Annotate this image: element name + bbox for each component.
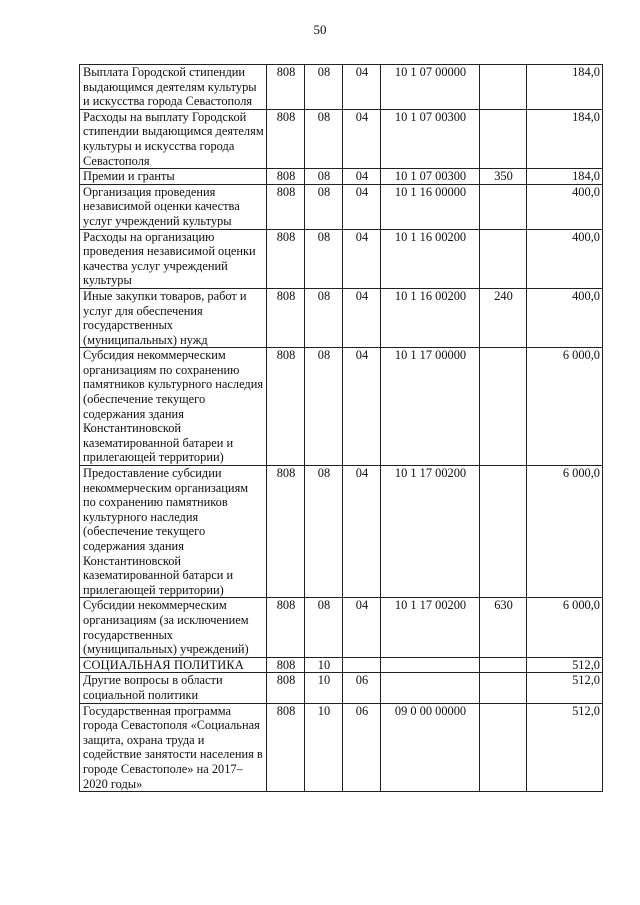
target-article-cell: 10 1 17 00000 — [381, 348, 480, 466]
amount-cell: 512,0 — [527, 703, 603, 792]
section-code-cell: 10 — [305, 673, 343, 703]
target-article-cell — [381, 657, 480, 673]
row-name-cell: Организация проведения независимой оценки качества услуг учреждений культуры — [80, 184, 267, 229]
section-code-cell: 08 — [305, 466, 343, 598]
amount-cell: 6 000,0 — [527, 598, 603, 657]
subsection-code-cell: 04 — [343, 184, 381, 229]
page-number: 50 — [313, 22, 327, 37]
row-name-cell: Иные закупки товаров, работ и услуг для обеспечения государственных (муниципальных) нужд — [80, 288, 267, 347]
table-row — [80, 703, 603, 792]
target-article-cell — [381, 673, 480, 703]
table-row — [80, 673, 603, 703]
budget-table-body — [80, 65, 603, 792]
expense-type-cell: 240 — [480, 288, 527, 347]
ved-code-cell: 808 — [267, 65, 305, 110]
expense-type-cell — [480, 229, 527, 288]
row-name-cell: Расходы на выплату Городской стипендии выдающимся деятелям культуры и искусства города Севастополя — [80, 109, 267, 168]
section-code-cell: 08 — [305, 184, 343, 229]
section-code-cell: 08 — [305, 169, 343, 185]
expense-type-cell — [480, 184, 527, 229]
amount-cell: 6 000,0 — [527, 466, 603, 598]
row-name-cell: Субсидия некоммерческим организациям по сохранению памятников культурного наследия (обеспечение текущего содержания здания Константиновской казематированной батареи и прилегающей территории) — [80, 348, 267, 466]
section-code-cell: 08 — [305, 65, 343, 110]
target-article-cell: 10 1 16 00200 — [381, 288, 480, 347]
ved-code-cell: 808 — [267, 598, 305, 657]
subsection-code-cell: 06 — [343, 673, 381, 703]
target-article-cell: 10 1 16 00200 — [381, 229, 480, 288]
table-row — [80, 598, 603, 657]
target-article-cell: 09 0 00 00000 — [381, 703, 480, 792]
amount-cell: 184,0 — [527, 65, 603, 110]
target-article-cell: 10 1 16 00000 — [381, 184, 480, 229]
row-name-cell: Премии и гранты — [80, 169, 267, 185]
budget-table — [79, 64, 603, 792]
ved-code-cell: 808 — [267, 288, 305, 347]
subsection-code-cell: 04 — [343, 169, 381, 185]
ved-code-cell: 808 — [267, 109, 305, 168]
expense-type-cell — [480, 109, 527, 168]
target-article-cell: 10 1 17 00200 — [381, 466, 480, 598]
ved-code-cell: 808 — [267, 229, 305, 288]
row-name-cell: Выплата Городской стипендии выдающимся деятелям культуры и искусства города Севастополя — [80, 65, 267, 110]
table-row — [80, 288, 603, 347]
row-name-cell: Предоставление субсидии некоммерческим организациям по сохранению памятников культурного наследия (обеспечение текущего содержания здания Константиновской казематированной батарси и прилегающей территории) — [80, 466, 267, 598]
subsection-code-cell: 04 — [343, 229, 381, 288]
amount-cell: 400,0 — [527, 288, 603, 347]
amount-cell: 400,0 — [527, 229, 603, 288]
target-article-cell: 10 1 17 00200 — [381, 598, 480, 657]
ved-code-cell: 808 — [267, 466, 305, 598]
ved-code-cell: 808 — [267, 657, 305, 673]
subsection-code-cell — [343, 657, 381, 673]
ved-code-cell: 808 — [267, 348, 305, 466]
row-name-cell: Другие вопросы в области социальной политики — [80, 673, 267, 703]
table-row — [80, 184, 603, 229]
amount-cell: 184,0 — [527, 109, 603, 168]
amount-cell: 512,0 — [527, 657, 603, 673]
section-code-cell: 08 — [305, 348, 343, 466]
table-row — [80, 229, 603, 288]
amount-cell: 400,0 — [527, 184, 603, 229]
amount-cell: 184,0 — [527, 169, 603, 185]
section-code-cell: 10 — [305, 657, 343, 673]
subsection-code-cell: 06 — [343, 703, 381, 792]
section-code-cell: 08 — [305, 288, 343, 347]
subsection-code-cell: 04 — [343, 348, 381, 466]
section-code-cell: 08 — [305, 109, 343, 168]
table-row — [80, 348, 603, 466]
subsection-code-cell: 04 — [343, 598, 381, 657]
section-code-cell: 08 — [305, 598, 343, 657]
target-article-cell: 10 1 07 00000 — [381, 65, 480, 110]
expense-type-cell — [480, 673, 527, 703]
expense-type-cell — [480, 657, 527, 673]
section-code-cell: 08 — [305, 229, 343, 288]
target-article-cell: 10 1 07 00300 — [381, 109, 480, 168]
table-row — [80, 109, 603, 168]
subsection-code-cell: 04 — [343, 288, 381, 347]
section-code-cell: 10 — [305, 703, 343, 792]
amount-cell: 512,0 — [527, 673, 603, 703]
row-name-cell: Государственная программа города Севастополя «Социальная защита, охрана труда и содействие занятости населения в городе Севастополе» на 2017–2020 годы» — [80, 703, 267, 792]
expense-type-cell — [480, 466, 527, 598]
amount-cell: 6 000,0 — [527, 348, 603, 466]
row-name-cell: СОЦИАЛЬНАЯ ПОЛИТИКА — [80, 657, 267, 673]
expense-type-cell: 630 — [480, 598, 527, 657]
expense-type-cell — [480, 65, 527, 110]
ved-code-cell: 808 — [267, 703, 305, 792]
expense-type-cell: 350 — [480, 169, 527, 185]
ved-code-cell: 808 — [267, 673, 305, 703]
table-row — [80, 65, 603, 110]
expense-type-cell — [480, 348, 527, 466]
row-name-cell: Расходы на организацию проведения независимой оценки качества услуг учреждений культуры — [80, 229, 267, 288]
subsection-code-cell: 04 — [343, 109, 381, 168]
subsection-code-cell: 04 — [343, 65, 381, 110]
table-row — [80, 657, 603, 673]
expense-type-cell — [480, 703, 527, 792]
target-article-cell: 10 1 07 00300 — [381, 169, 480, 185]
row-name-cell: Субсидии некоммерческим организациям (за исключением государственных (муниципальных) учреждений) — [80, 598, 267, 657]
subsection-code-cell: 04 — [343, 466, 381, 598]
ved-code-cell: 808 — [267, 169, 305, 185]
ved-code-cell: 808 — [267, 184, 305, 229]
table-row — [80, 169, 603, 185]
table-row — [80, 466, 603, 598]
